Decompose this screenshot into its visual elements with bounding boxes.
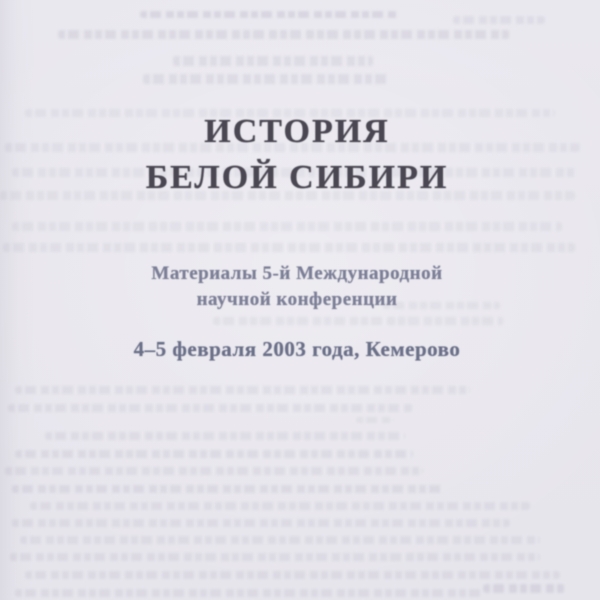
subtitle-line2: научной конференции [196, 289, 398, 310]
book-title-line2: БЕЛОЙ СИБИРИ [145, 159, 449, 196]
conference-subtitle [0, 261, 597, 313]
subtitle-line1: Материалы 5-й Международной [151, 263, 443, 284]
book-title-line1: ИСТОРИЯ [204, 113, 390, 150]
conference-date-location: 4–5 февраля 2003 года, Кемерово [133, 337, 461, 361]
book-title [0, 109, 597, 201]
